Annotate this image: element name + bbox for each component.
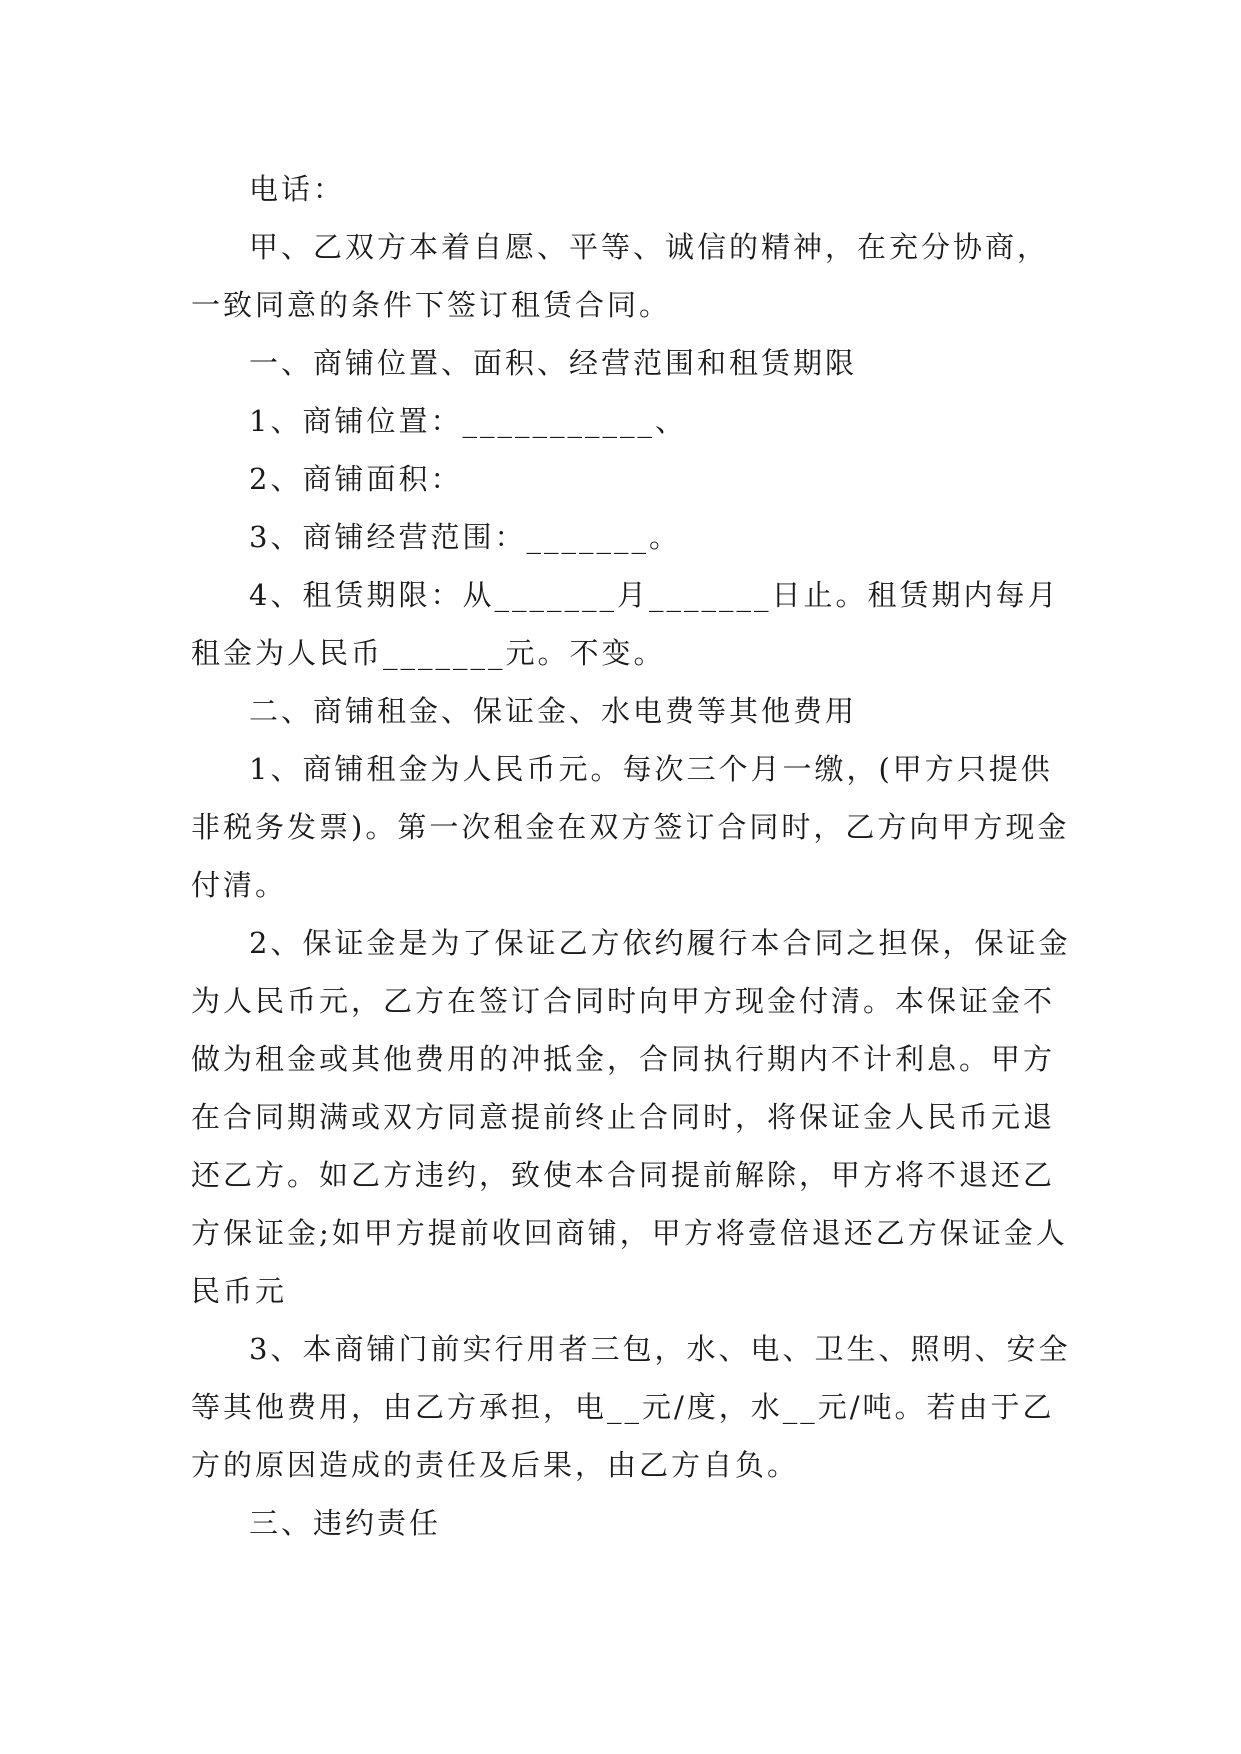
clause-2-2: 2、保证金是为了保证乙方依约履行本合同之担保，保证金为人民币元，乙方在签订合同时向甲方现金付清。本保证金不做为租金或其他费用的冲抵金，合同执行期内不计利息。甲方在合同期满或双方同意提前终止合同时，将保证金人民币元退还乙方。如乙方违约，致使本合同提前解除，甲方将不退还乙方保证金;如甲方提前收回商铺，甲方将壹倍退还乙方保证金人民币元 (191, 926, 1071, 1308)
clause-1-1: 1、商铺位置：___________、 (249, 404, 687, 438)
section-heading-3: 三、违约责任 (249, 1506, 442, 1540)
clause-1-2: 2、商铺面积： (249, 462, 463, 496)
clause-1-3: 3、商铺经营范围：_______。 (249, 520, 681, 554)
clause-1-4: 4、租赁期限：从_______月_______日止。租赁期内每月租金为人民币_______元。不变。 (191, 578, 1060, 670)
document-page (191, 160, 1071, 1552)
phone-line: 电话： (249, 172, 346, 206)
clause-2-3: 3、本商铺门前实行用者三包，水、电、卫生、照明、安全等其他费用，由乙方承担，电__元/度，水__元/吨。若由于乙方的原因造成的责任及后果，由乙方自负。 (191, 1332, 1071, 1482)
preamble-paragraph: 甲、乙双方本着自愿、平等、诚信的精神，在充分协商，一致同意的条件下签订租赁合同。 (191, 230, 1050, 322)
section-heading-1: 一、商铺位置、面积、经营范围和租赁期限 (249, 346, 858, 380)
section-heading-2: 二、商铺租金、保证金、水电费等其他费用 (249, 694, 858, 728)
clause-2-1: 1、商铺租金为人民币元。每次三个月一缴，(甲方只提供非税务发票)。第一次租金在双方签订合同时，乙方向甲方现金付清。 (191, 752, 1070, 902)
